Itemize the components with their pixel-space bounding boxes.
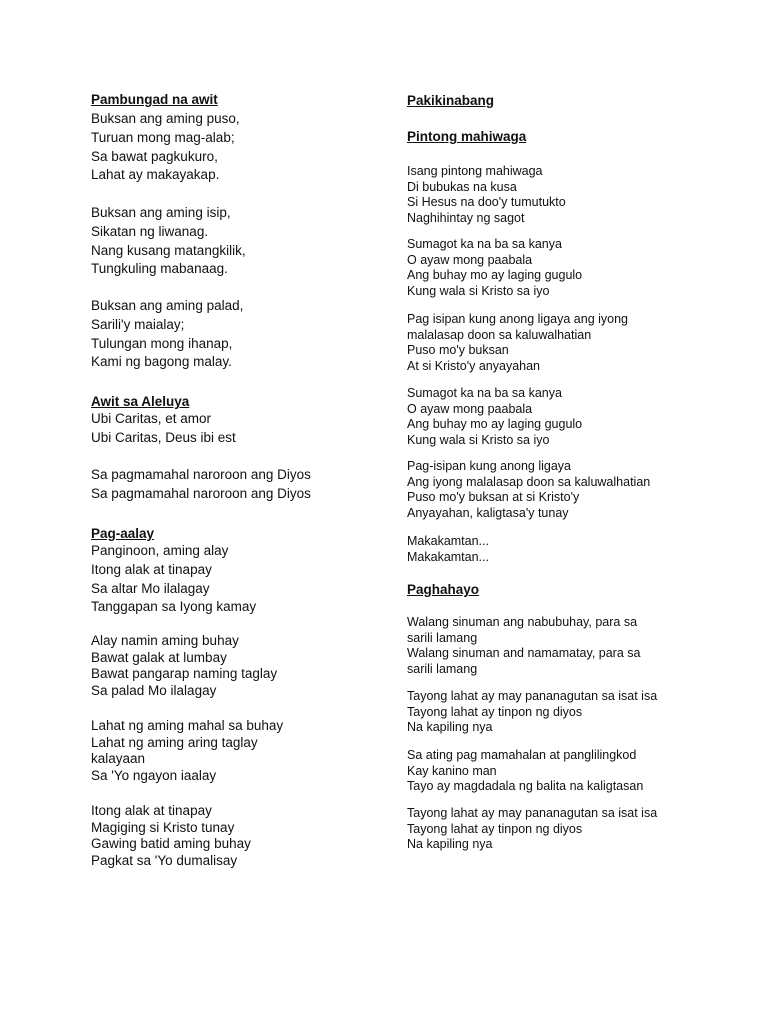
pakikinabang-heading: Pakikinabang bbox=[407, 93, 495, 108]
lyric-line: Gawing batid aming buhay bbox=[91, 836, 251, 851]
lyric-line: Kay kanino man bbox=[407, 763, 497, 778]
pambungad-heading: Pambungad na awit bbox=[91, 92, 218, 107]
lyric-line: Lahat ng aming aring taglay bbox=[91, 734, 258, 750]
aleluya-section bbox=[91, 393, 391, 411]
lyric-line: Magiging si Kristo tunay bbox=[91, 819, 235, 835]
pambungad-verse-1 bbox=[91, 110, 391, 185]
pintong-verse-4 bbox=[407, 386, 747, 449]
lyric-line: Nang kusang matangkilik, bbox=[91, 242, 246, 258]
pagaalay-verse-1 bbox=[91, 542, 391, 617]
lyric-line: Tanggapan sa Iyong kamay bbox=[91, 599, 257, 615]
pambungad-verse-2 bbox=[91, 204, 391, 279]
lyric-line: Pagkat sa 'Yo dumalisay bbox=[91, 852, 238, 868]
lyric-line: Lahat ng aming mahal sa buhay bbox=[91, 718, 284, 733]
lyric-line: Sarili'y maialay; bbox=[91, 316, 185, 332]
lyric-line: Ubi Caritas, et amor bbox=[91, 411, 212, 426]
lyric-line: Itong alak at tinapay bbox=[91, 561, 212, 577]
lyric-line: O ayaw mong paabala bbox=[407, 401, 533, 416]
lyric-line: Pag isipan kung anong ligaya ang iyong bbox=[407, 312, 629, 326]
lyric-line: At si Kristo'y anyayahan bbox=[407, 359, 541, 374]
lyric-line: Sa 'Yo ngayon iaalay bbox=[91, 767, 217, 783]
lyric-line: Makakamtan... bbox=[407, 534, 489, 548]
paghahayo-section bbox=[407, 581, 747, 599]
lyric-line: Naghihintay ng sagot bbox=[407, 211, 525, 226]
lyric-line: Buksan ang aming palad, bbox=[91, 298, 244, 313]
lyric-line: kalayaan bbox=[91, 751, 146, 766]
lyric-line: Walang sinuman and namamatay, para sa bbox=[407, 646, 641, 661]
pagaalay-verse-2 bbox=[91, 633, 391, 699]
lyric-line: sarili lamang bbox=[407, 630, 478, 645]
lyric-line: Kung wala si Kristo sa iyo bbox=[407, 284, 550, 299]
aleluya-verse-2 bbox=[91, 466, 391, 504]
lyric-line: Na kapiling nya bbox=[407, 837, 493, 852]
lyric-line: Makakamtan... bbox=[407, 549, 489, 564]
lyric-line: Turuan mong mag-alab; bbox=[91, 129, 235, 145]
lyric-line: Alay namin aming buhay bbox=[91, 633, 239, 648]
lyric-line: Tulungan mong ihanap, bbox=[91, 335, 233, 351]
lyric-line: Tayong lahat ay may pananagutan sa isat isa bbox=[407, 806, 658, 820]
lyric-line: Itong alak at tinapay bbox=[91, 803, 212, 818]
pambungad-verse-3 bbox=[91, 297, 391, 372]
lyric-line: Panginoon, aming alay bbox=[91, 543, 229, 558]
lyric-line: Puso mo'y buksan bbox=[407, 343, 509, 358]
lyric-line: Bawat galak at lumbay bbox=[91, 649, 227, 665]
lyric-line: Sa pagmamahal naroroon ang Diyos bbox=[91, 467, 311, 482]
lyric-line: malalasap doon sa kaluwalhatian bbox=[407, 327, 592, 342]
pintong-verse-3 bbox=[407, 312, 747, 375]
pagaalay-heading: Pag-aalay bbox=[91, 526, 155, 541]
paghahayo-verse-2 bbox=[407, 689, 747, 736]
lyric-line: Puso mo'y buksan at si Kristo'y bbox=[407, 490, 580, 505]
lyric-line: Sa bawat pagkukuro, bbox=[91, 148, 218, 164]
lyric-line: Buksan ang aming isip, bbox=[91, 205, 231, 220]
lyric-line: Sikatan ng liwanag. bbox=[91, 223, 209, 239]
lyric-line: Ubi Caritas, Deus ibi est bbox=[91, 429, 236, 445]
pagaalay-verse-4 bbox=[91, 803, 391, 869]
lyric-line: Ang iyong malalasap doon sa kaluwalhatian bbox=[407, 474, 651, 489]
pakikinabang-section bbox=[407, 92, 747, 110]
lyric-line: Na kapiling nya bbox=[407, 720, 493, 735]
lyric-line: Tayong lahat ay may pananagutan sa isat isa bbox=[407, 689, 658, 703]
lyric-line: Sa altar Mo ilalagay bbox=[91, 580, 210, 596]
pintong-verse-1 bbox=[407, 164, 747, 227]
lyric-line: Tayo ay magdadala ng balita na kaligtasan bbox=[407, 779, 644, 794]
lyric-line: Tayong lahat ay tinpon ng diyos bbox=[407, 821, 583, 836]
lyric-line: Sumagot ka na ba sa kanya bbox=[407, 237, 562, 251]
paghahayo-heading: Paghahayo bbox=[407, 582, 480, 597]
paghahayo-verse-4 bbox=[407, 806, 747, 853]
lyric-line: Anyayahan, kaligtasa'y tunay bbox=[407, 506, 569, 521]
lyric-line: Kung wala si Kristo sa iyo bbox=[407, 433, 550, 448]
lyric-line: Ang buhay mo ay laging gugulo bbox=[407, 268, 583, 283]
pintong-verse-2 bbox=[407, 237, 747, 300]
lyric-line: Kami ng bagong malay. bbox=[91, 354, 232, 370]
paghahayo-verse-3 bbox=[407, 748, 747, 795]
pintong-verse-6 bbox=[407, 534, 747, 565]
lyric-line: Tungkuling mabanaag. bbox=[91, 261, 228, 277]
lyric-line: Sa palad Mo ilalagay bbox=[91, 682, 217, 698]
pagaalay-verse-3 bbox=[91, 718, 391, 784]
lyric-line: Bawat pangarap naming taglay bbox=[91, 666, 278, 681]
pintong-verse-5 bbox=[407, 459, 747, 522]
lyric-line: Buksan ang aming puso, bbox=[91, 111, 240, 126]
lyric-line: sarili lamang bbox=[407, 662, 478, 677]
lyric-line: O ayaw mong paabala bbox=[407, 252, 533, 267]
lyric-line: Sumagot ka na ba sa kanya bbox=[407, 386, 562, 400]
pambungad-section bbox=[91, 91, 391, 109]
pintong-heading: Pintong mahiwaga bbox=[407, 129, 527, 144]
lyric-line: Ang buhay mo ay laging gugulo bbox=[407, 417, 583, 432]
pagaalay-section bbox=[91, 525, 391, 543]
aleluya-verse-1 bbox=[91, 410, 391, 448]
lyric-line: Walang sinuman ang nabubuhay, para sa bbox=[407, 615, 638, 629]
lyric-line: Tayong lahat ay tinpon ng diyos bbox=[407, 704, 583, 719]
lyric-line: Isang pintong mahiwaga bbox=[407, 164, 543, 178]
lyric-line: Pag-isipan kung anong ligaya bbox=[407, 459, 572, 473]
aleluya-heading: Awit sa Aleluya bbox=[91, 394, 190, 409]
lyric-line: Sa ating pag mamahalan at panglilingkod bbox=[407, 748, 637, 762]
paghahayo-verse-1 bbox=[407, 615, 747, 678]
lyric-line: Di bubukas na kusa bbox=[407, 179, 517, 194]
lyric-line: Lahat ay makayakap. bbox=[91, 167, 220, 183]
lyric-line: Sa pagmamahal naroroon ang Diyos bbox=[91, 485, 311, 501]
pintong-section bbox=[407, 128, 747, 146]
lyric-line: Si Hesus na doo'y tumutukto bbox=[407, 195, 566, 210]
